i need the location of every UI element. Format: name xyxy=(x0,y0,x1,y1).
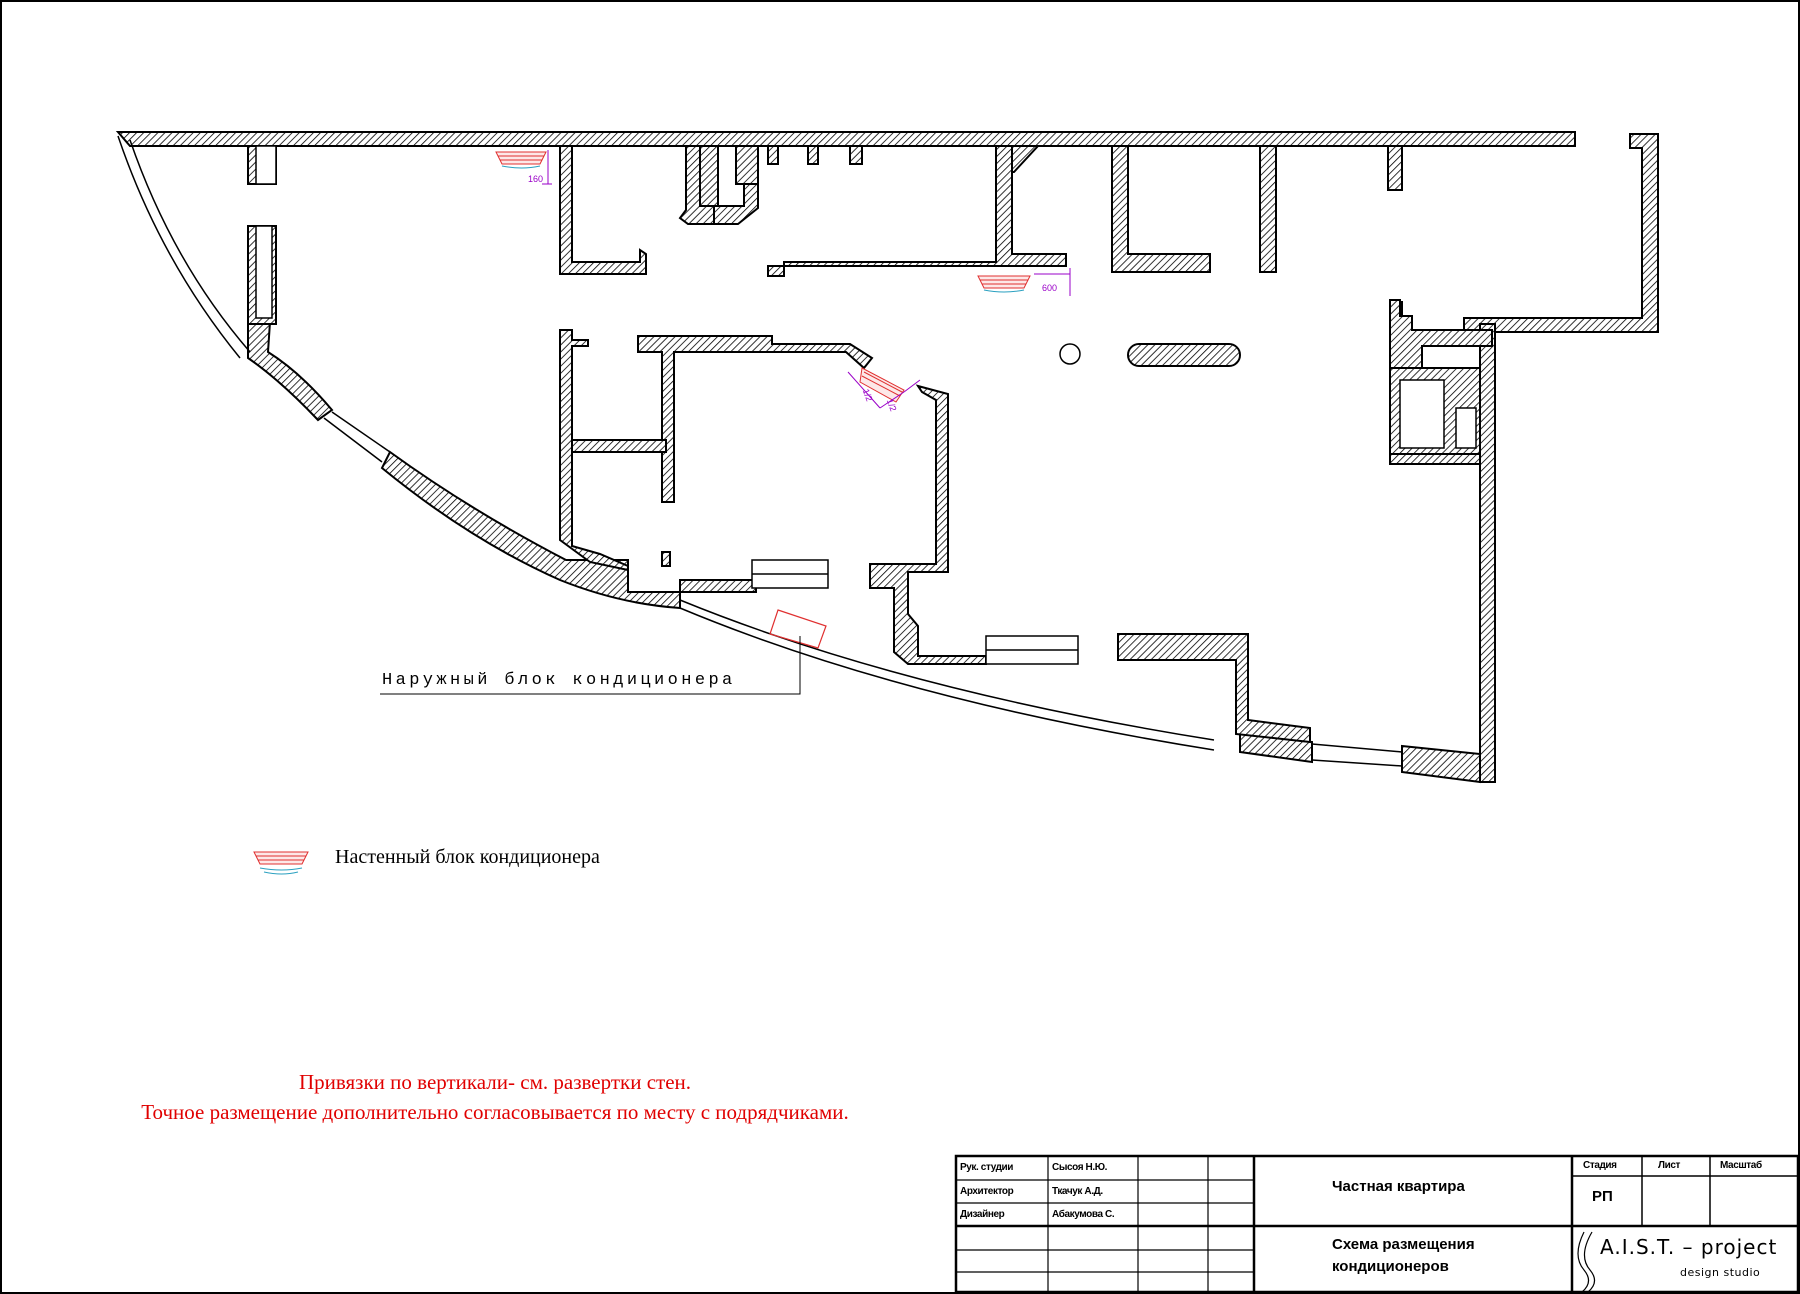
name-studio-head: Сысоя Н.Ю. xyxy=(1052,1162,1108,1173)
role-studio-head: Рук. студии xyxy=(960,1162,1014,1173)
role-designer: Дизайнер xyxy=(960,1209,1005,1220)
dimension-1-label: 160 xyxy=(528,174,544,184)
dimension-4-label: 1/2 xyxy=(884,397,899,413)
brand-logo-text: A.I.S.T. – project xyxy=(1600,1235,1778,1259)
name-designer: Абакумова С. xyxy=(1052,1209,1115,1220)
ac-unit-1 xyxy=(496,152,546,168)
sheet-title-line-2: кондиционеров xyxy=(1332,1258,1449,1275)
role-architect: Архитектор xyxy=(960,1186,1014,1197)
ac-unit-2 xyxy=(978,276,1030,292)
brand-subtitle: design studio xyxy=(1680,1266,1761,1279)
sheet-header: Лист xyxy=(1658,1160,1681,1171)
outdoor-unit-label: Наружный блок кондиционера xyxy=(382,671,736,690)
dimension-3-label: 1/2 xyxy=(860,387,875,403)
outdoor-ac-unit xyxy=(770,610,826,648)
name-architect: Ткачук А.Д. xyxy=(1052,1186,1103,1197)
legend-label: Настенный блок кондиционера xyxy=(335,846,600,868)
stage-header: Стадия xyxy=(1583,1160,1617,1171)
openings xyxy=(256,146,1476,664)
sheet-title-line-1: Схема размещения xyxy=(1332,1236,1475,1253)
curved-glazing xyxy=(118,136,1402,766)
dimension-2-label: 600 xyxy=(1042,283,1058,293)
note-line-1: Привязки по вертикали- см. развертки стен. xyxy=(298,1070,692,1094)
interior-walls xyxy=(248,146,1492,664)
scale-header: Масштаб xyxy=(1720,1160,1762,1171)
dimension-2 xyxy=(1034,268,1070,296)
structural-elements xyxy=(1060,344,1240,366)
project-name: Частная квартира xyxy=(1332,1178,1465,1195)
stage-value: РП xyxy=(1592,1188,1613,1205)
note-line-2: Точное размещение дополнительно согласовывается по месту с подрядчиками. xyxy=(141,1100,849,1124)
wall-ac-unit-icon xyxy=(254,852,308,874)
